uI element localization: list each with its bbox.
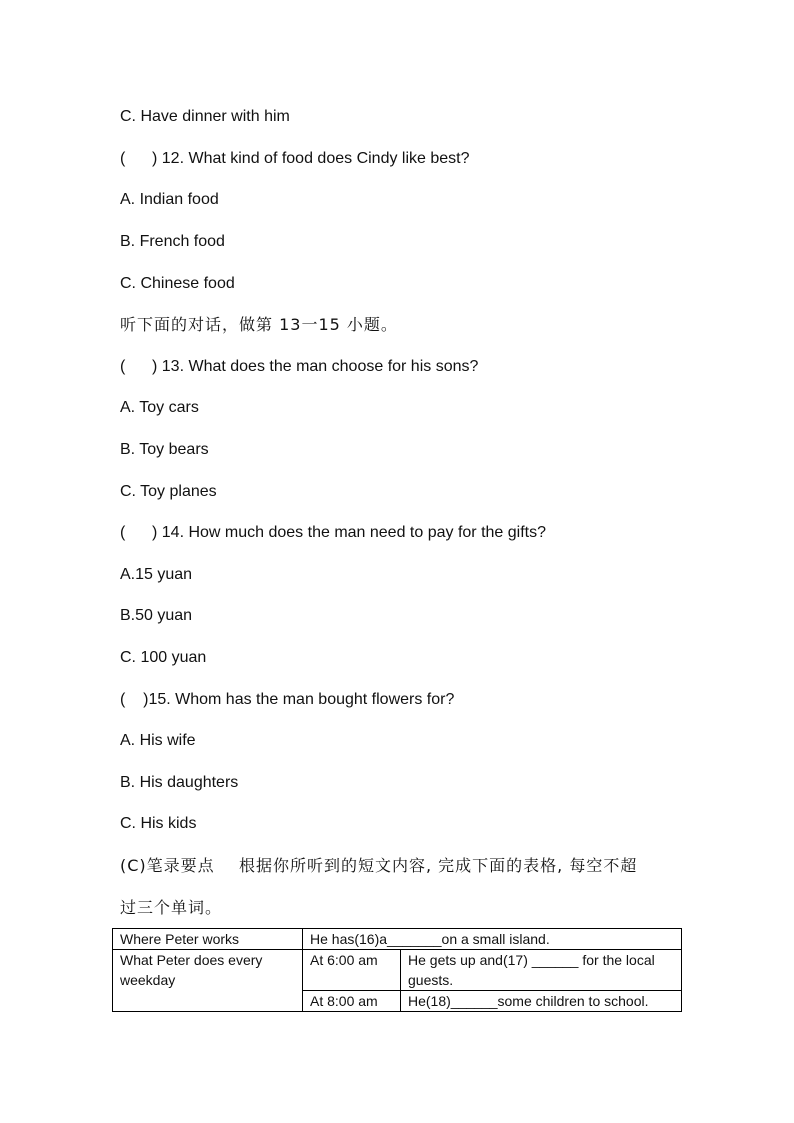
table-row	[113, 929, 682, 950]
q15-stem: ( )15. Whom has the man bought flowers for?	[120, 691, 455, 708]
table-row	[113, 950, 682, 991]
q11-option-c: C. Have dinner with him	[120, 108, 290, 125]
dialogue-instruction: 听下面的对话，做第 13一15 小题。	[120, 315, 398, 334]
q15-option-a: A. His wife	[120, 732, 196, 749]
q12-stem: ( ) 12. What kind of food does Cindy like best?	[120, 150, 470, 167]
q13-stem: ( ) 13. What does the man choose for his sons?	[120, 358, 479, 375]
notes-table	[112, 928, 682, 1012]
q13-option-c: C. Toy planes	[120, 483, 217, 500]
section-c-instruction-line1: (C)笔录要点 根据你所听到的短文内容, 完成下面的表格, 每空不超	[120, 856, 638, 875]
q14-option-b: B.50 yuan	[120, 607, 193, 624]
q14-option-c: C. 100 yuan	[120, 649, 207, 666]
q13-option-b: B. Toy bears	[120, 441, 209, 458]
row2-label: What Peter does every weekday	[113, 950, 303, 1012]
row2-time2: At 8:00 am	[303, 991, 401, 1012]
row1-label: Where Peter works	[113, 929, 303, 950]
q14-stem: ( ) 14. How much does the man need to pay for the gifts?	[120, 524, 546, 541]
section-c-instruction-line2: 过三个单词。	[120, 898, 223, 917]
row2-time1: At 6:00 am	[303, 950, 401, 991]
q13-option-a: A. Toy cars	[120, 399, 199, 416]
row2-text2: He(18)______some children to school.	[401, 991, 682, 1012]
q15-option-b: B. His daughters	[120, 774, 239, 791]
row2-text1: He gets up and(17) ______ for the local guests.	[401, 950, 682, 991]
q12-option-b: B. French food	[120, 233, 225, 250]
q15-option-c: C. His kids	[120, 815, 197, 832]
q12-option-c: C. Chinese food	[120, 275, 235, 292]
row1-value: He has(16)a_______on a small island.	[303, 929, 682, 950]
q14-option-a: A.15 yuan	[120, 566, 193, 583]
q12-option-a: A. Indian food	[120, 191, 219, 208]
